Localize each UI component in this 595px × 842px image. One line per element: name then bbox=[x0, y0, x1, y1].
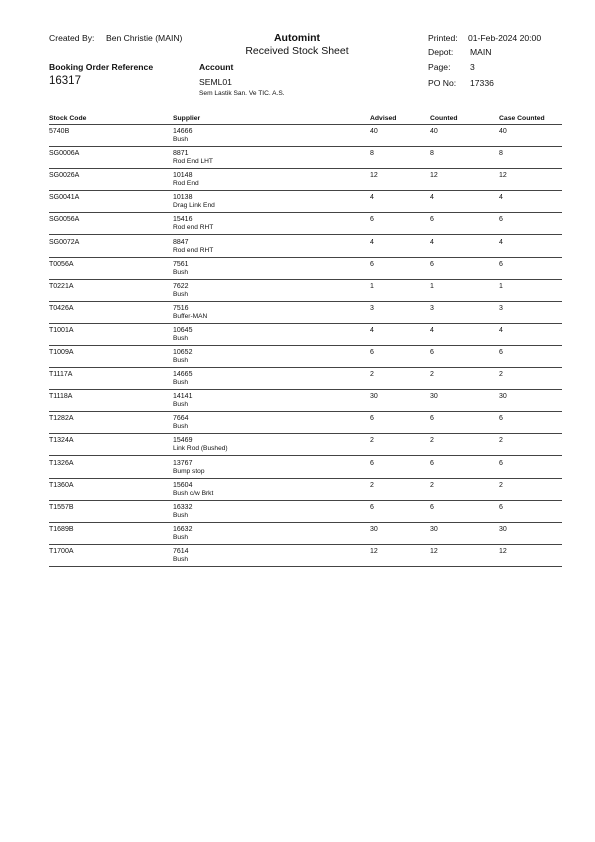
row-divider bbox=[49, 212, 562, 213]
row-divider bbox=[49, 544, 562, 545]
cell-counted: 30 bbox=[430, 393, 438, 401]
cell-case-counted: 8 bbox=[499, 150, 503, 158]
printed-value: 01-Feb-2024 20:00 bbox=[468, 33, 542, 43]
cell-description: Drag Link End bbox=[173, 202, 215, 210]
cell-counted: 8 bbox=[430, 150, 434, 158]
cell-supplier-code: 16332 bbox=[173, 503, 193, 511]
cell-advised: 40 bbox=[370, 128, 378, 135]
cell-counted: 1 bbox=[430, 282, 434, 290]
cell-counted: 4 bbox=[430, 326, 434, 334]
cell-case-counted: 30 bbox=[499, 525, 507, 533]
cell-supplier-code: 8871 bbox=[173, 150, 189, 158]
cell-counted: 2 bbox=[430, 371, 434, 379]
cell-supplier-code: 7622 bbox=[173, 282, 189, 290]
account-name: Sem Lastik San. Ve TIC. A.S. bbox=[199, 90, 285, 97]
cell-counted: 2 bbox=[430, 437, 434, 445]
booking-ref-value: 16317 bbox=[49, 75, 81, 87]
cell-counted: 40 bbox=[430, 128, 438, 135]
cell-advised: 2 bbox=[370, 481, 374, 489]
row-divider bbox=[49, 522, 562, 523]
cell-counted: 4 bbox=[430, 238, 434, 246]
cell-case-counted: 2 bbox=[499, 371, 503, 379]
row-divider bbox=[49, 411, 562, 412]
cell-advised: 2 bbox=[370, 437, 374, 445]
cell-supplier-code: 13767 bbox=[173, 459, 193, 467]
cell-stock-code: T1326A bbox=[49, 459, 74, 467]
cell-stock-code: 5740B bbox=[49, 128, 70, 135]
cell-case-counted: 4 bbox=[499, 194, 503, 202]
cell-advised: 12 bbox=[370, 547, 378, 555]
booking-ref-label: Booking Order Reference bbox=[49, 62, 154, 72]
cell-advised: 4 bbox=[370, 194, 374, 202]
cell-counted: 12 bbox=[430, 172, 438, 180]
cell-supplier-code: 14141 bbox=[173, 393, 193, 401]
cell-stock-code: T1700A bbox=[49, 547, 74, 555]
cell-stock-code: T1117A bbox=[49, 371, 73, 379]
cell-description: Bump stop bbox=[173, 467, 205, 475]
cell-stock-code: T1360A bbox=[49, 481, 74, 489]
cell-advised: 4 bbox=[370, 238, 374, 246]
page-value: 3 bbox=[470, 62, 475, 72]
cell-supplier-code: 14666 bbox=[173, 128, 193, 135]
cell-description: Bush bbox=[173, 379, 189, 387]
cell-stock-code: T1118A bbox=[49, 393, 73, 401]
cell-advised: 8 bbox=[370, 150, 374, 158]
cell-counted: 6 bbox=[430, 503, 434, 511]
cell-case-counted: 6 bbox=[499, 260, 503, 268]
cell-description: Rod end RHT bbox=[173, 224, 214, 232]
cell-advised: 4 bbox=[370, 326, 374, 334]
cell-description: Link Rod (Bushed) bbox=[173, 445, 228, 453]
cell-case-counted: 4 bbox=[499, 238, 503, 246]
cell-stock-code: T0056A bbox=[49, 260, 74, 268]
cell-description: Bush bbox=[173, 533, 189, 541]
cell-case-counted: 3 bbox=[499, 304, 503, 312]
cell-description: Bush bbox=[173, 401, 189, 409]
cell-counted: 2 bbox=[430, 481, 434, 489]
cell-stock-code: SG0041A bbox=[49, 194, 80, 202]
cell-case-counted: 2 bbox=[499, 437, 503, 445]
cell-supplier-code: 10652 bbox=[173, 349, 193, 356]
row-divider bbox=[49, 455, 562, 456]
cell-case-counted: 30 bbox=[499, 393, 507, 401]
row-divider bbox=[49, 301, 562, 302]
cell-advised: 6 bbox=[370, 459, 374, 467]
account-code: SEML01 bbox=[199, 77, 232, 87]
row-divider bbox=[49, 478, 562, 479]
row-divider bbox=[49, 257, 562, 258]
account-label: Account bbox=[199, 62, 234, 72]
cell-case-counted: 12 bbox=[499, 547, 507, 555]
cell-supplier-code: 14665 bbox=[173, 371, 193, 379]
row-divider bbox=[49, 345, 562, 346]
page-label: Page: bbox=[428, 62, 451, 72]
row-divider bbox=[49, 234, 562, 235]
cell-case-counted: 40 bbox=[499, 128, 507, 135]
row-divider bbox=[49, 146, 562, 147]
cell-supplier-code: 15469 bbox=[173, 437, 193, 445]
cell-counted: 30 bbox=[430, 525, 438, 533]
cell-advised: 6 bbox=[370, 216, 374, 224]
cell-counted: 6 bbox=[430, 216, 434, 224]
cell-advised: 30 bbox=[370, 393, 378, 401]
cell-stock-code: SG0026A bbox=[49, 172, 80, 180]
created-by-label: Created By: bbox=[49, 33, 95, 43]
cell-description: Bush bbox=[173, 136, 189, 143]
cell-advised: 1 bbox=[370, 282, 374, 290]
cell-description: Bush bbox=[173, 334, 189, 342]
cell-description: Bush c/w Brkt bbox=[173, 489, 214, 497]
cell-supplier-code: 16632 bbox=[173, 525, 193, 533]
cell-case-counted: 12 bbox=[499, 172, 507, 180]
cell-supplier-code: 7516 bbox=[173, 304, 189, 312]
cell-stock-code: T1689B bbox=[49, 525, 74, 533]
row-divider bbox=[49, 168, 562, 169]
header-divider bbox=[49, 124, 562, 125]
row-divider bbox=[49, 279, 562, 280]
cell-advised: 12 bbox=[370, 172, 378, 180]
depot-value: MAIN bbox=[470, 47, 492, 57]
row-divider bbox=[49, 190, 562, 191]
report-title: Received Stock Sheet bbox=[245, 45, 349, 57]
depot-label: Depot: bbox=[428, 47, 454, 57]
cell-description: Bush bbox=[173, 268, 189, 276]
cell-description: Rod end RHT bbox=[173, 246, 214, 254]
cell-case-counted: 1 bbox=[499, 282, 503, 290]
created-by-value: Ben Christie (MAIN) bbox=[106, 33, 183, 43]
cell-description: Bush bbox=[173, 290, 189, 298]
col-advised: Advised bbox=[370, 115, 397, 122]
cell-advised: 6 bbox=[370, 503, 374, 511]
cell-supplier-code: 10138 bbox=[173, 194, 193, 202]
cell-description: Buffer-MAN bbox=[173, 312, 208, 320]
cell-description: Rod End LHT bbox=[173, 158, 213, 166]
row-divider bbox=[49, 433, 562, 434]
cell-supplier-code: 15416 bbox=[173, 216, 193, 224]
cell-stock-code: T0426A bbox=[49, 304, 74, 312]
row-divider bbox=[49, 367, 562, 368]
cell-stock-code: SG0056A bbox=[49, 216, 80, 224]
cell-supplier-code: 7664 bbox=[173, 415, 189, 423]
cell-counted: 12 bbox=[430, 547, 438, 555]
cell-case-counted: 6 bbox=[499, 216, 503, 224]
cell-case-counted: 2 bbox=[499, 481, 503, 489]
cell-counted: 6 bbox=[430, 349, 434, 356]
cell-description: Bush bbox=[173, 555, 189, 563]
col-case-counted: Case Counted bbox=[499, 115, 545, 122]
cell-supplier-code: 10645 bbox=[173, 326, 193, 334]
po-label: PO No: bbox=[428, 78, 457, 88]
cell-supplier-code: 8847 bbox=[173, 238, 189, 246]
cell-description: Bush bbox=[173, 357, 189, 364]
row-divider bbox=[49, 389, 562, 390]
cell-advised: 6 bbox=[370, 260, 374, 268]
cell-counted: 6 bbox=[430, 260, 434, 268]
cell-counted: 3 bbox=[430, 304, 434, 312]
cell-stock-code: T1557B bbox=[49, 503, 74, 511]
col-supplier: Supplier bbox=[173, 115, 201, 122]
cell-counted: 4 bbox=[430, 194, 434, 202]
cell-stock-code: T1001A bbox=[49, 326, 74, 334]
cell-stock-code: SG0072A bbox=[49, 238, 80, 246]
printed-label: Printed: bbox=[428, 33, 458, 43]
cell-case-counted: 6 bbox=[499, 503, 503, 511]
cell-stock-code: T1282A bbox=[49, 415, 74, 423]
cell-advised: 6 bbox=[370, 349, 374, 356]
cell-description: Bush bbox=[173, 423, 189, 431]
cell-advised: 3 bbox=[370, 304, 374, 312]
cell-counted: 6 bbox=[430, 415, 434, 423]
cell-supplier-code: 10148 bbox=[173, 172, 193, 180]
cell-stock-code: T1009A bbox=[49, 349, 74, 356]
col-counted: Counted bbox=[430, 115, 458, 122]
cell-case-counted: 4 bbox=[499, 326, 503, 334]
cell-counted: 6 bbox=[430, 459, 434, 467]
cell-supplier-code: 15604 bbox=[173, 481, 193, 489]
cell-case-counted: 6 bbox=[499, 349, 503, 356]
cell-stock-code: SG0006A bbox=[49, 150, 80, 158]
cell-advised: 2 bbox=[370, 371, 374, 379]
cell-stock-code: T1324A bbox=[49, 437, 74, 445]
cell-case-counted: 6 bbox=[499, 459, 503, 467]
po-value: 17336 bbox=[470, 78, 494, 88]
cell-stock-code: T0221A bbox=[49, 282, 74, 290]
row-divider bbox=[49, 566, 562, 567]
cell-description: Rod End bbox=[173, 180, 199, 188]
col-stock-code: Stock Code bbox=[49, 115, 87, 122]
company-name: Automint bbox=[273, 32, 321, 44]
cell-case-counted: 6 bbox=[499, 415, 503, 423]
cell-advised: 30 bbox=[370, 525, 378, 533]
cell-supplier-code: 7614 bbox=[173, 547, 189, 555]
row-divider bbox=[49, 500, 562, 501]
cell-advised: 6 bbox=[370, 415, 374, 423]
cell-supplier-code: 7561 bbox=[173, 260, 189, 268]
cell-description: Bush bbox=[173, 511, 189, 519]
row-divider bbox=[49, 323, 562, 324]
